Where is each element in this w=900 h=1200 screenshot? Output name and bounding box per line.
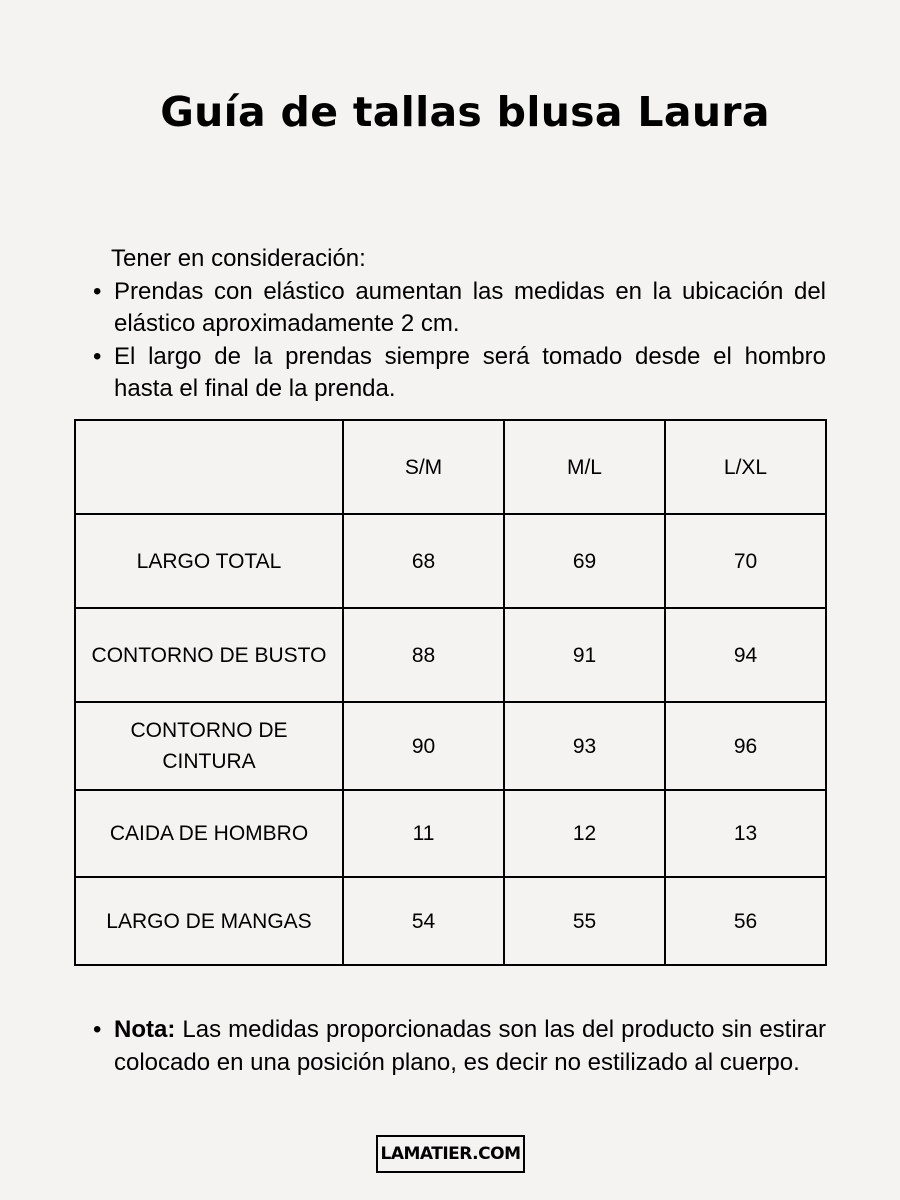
table-cell: 13 — [665, 790, 826, 877]
bullet-icon: • — [93, 277, 102, 305]
column-header-size: S/M — [343, 420, 504, 514]
brand-logo — [376, 1135, 525, 1173]
bullet-icon: • — [93, 342, 102, 370]
table-cell: 55 — [504, 877, 665, 965]
column-header-size: L/XL — [665, 420, 826, 514]
note-text: Las medidas proporcionadas son las del producto sin estirar colocado en una posición plano, es decir no estilizado al cuerpo. — [114, 1016, 827, 1076]
considerations-section — [93, 243, 826, 406]
consideration-text: El largo de la prendas siempre será tomado desde el hombro hasta el final de la prenda. — [114, 342, 826, 402]
table-cell: 12 — [504, 790, 665, 877]
table-row — [75, 514, 826, 608]
considerations-intro: Tener en consideración: — [111, 245, 366, 272]
size-chart-table — [74, 419, 827, 966]
consideration-item — [93, 341, 826, 406]
consideration-text: Prendas con elástico aumentan las medidas en la ubicación del elástico aproximadamente 2 cm. — [114, 277, 826, 337]
table-cell: 69 — [504, 514, 665, 608]
table-cell: 68 — [343, 514, 504, 608]
table-header-row — [75, 420, 826, 514]
table-cell: 70 — [665, 514, 826, 608]
table-cell: 54 — [343, 877, 504, 965]
table-cell: 11 — [343, 790, 504, 877]
brand-text: LAMATIER.COM — [380, 1144, 521, 1164]
consideration-item — [93, 276, 826, 341]
row-label: CONTORNO DE BUSTO — [75, 608, 343, 702]
page-title: Guía de tallas blusa Laura — [160, 88, 770, 136]
table-cell: 93 — [504, 702, 665, 790]
table-row — [75, 790, 826, 877]
note-item — [93, 1014, 826, 1079]
row-label: CONTORNO DE CINTURA — [75, 702, 343, 790]
bullet-icon: • — [93, 1016, 102, 1043]
table-cell: 96 — [665, 702, 826, 790]
table-cell: 90 — [343, 702, 504, 790]
table-row — [75, 702, 826, 790]
table-cell: 88 — [343, 608, 504, 702]
column-header-empty — [75, 420, 343, 514]
row-label: CAIDA DE HOMBRO — [75, 790, 343, 877]
column-header-size: M/L — [504, 420, 665, 514]
table-row — [75, 608, 826, 702]
table-cell: 56 — [665, 877, 826, 965]
note-label: Nota: — [114, 1016, 176, 1043]
table-cell: 91 — [504, 608, 665, 702]
row-label: LARGO TOTAL — [75, 514, 343, 608]
note-text-wrapper — [114, 1014, 826, 1079]
table-row — [75, 877, 826, 965]
note-section — [93, 1014, 826, 1079]
table-cell: 94 — [665, 608, 826, 702]
row-label: LARGO DE MANGAS — [75, 877, 343, 965]
